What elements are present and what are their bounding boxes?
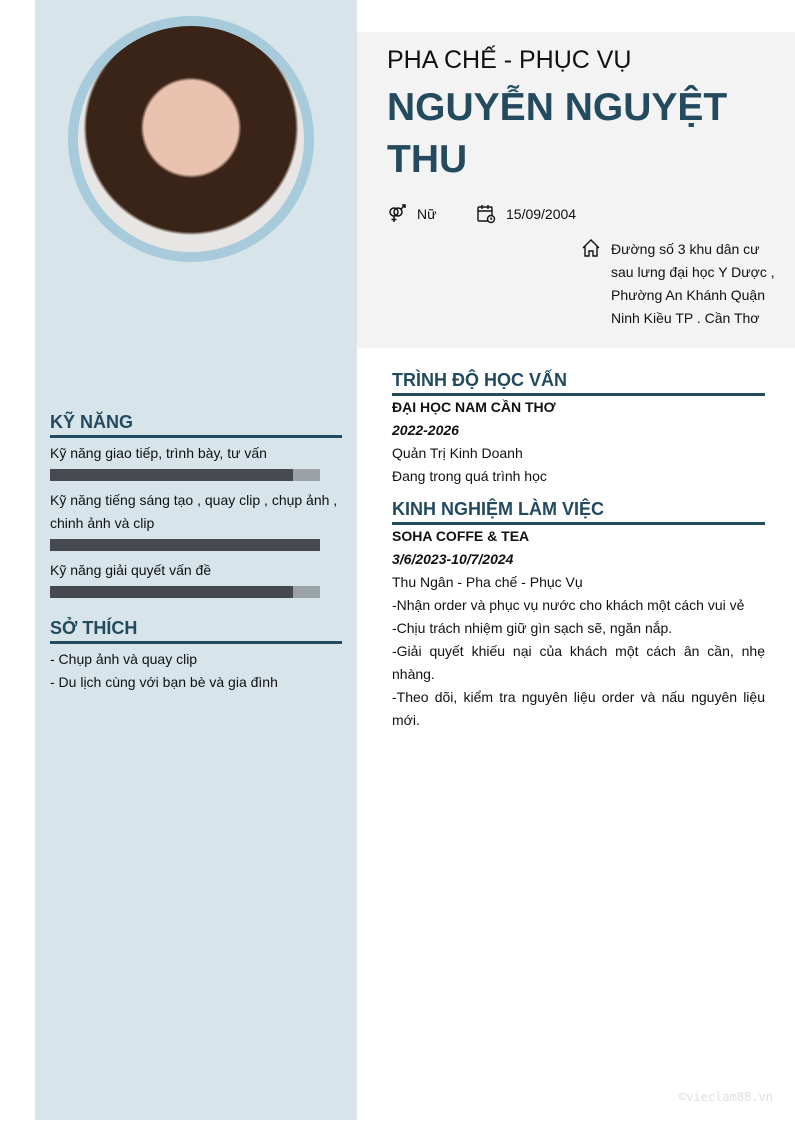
avatar-photo <box>78 26 304 252</box>
skill-bar-fill <box>50 539 320 551</box>
duty-item: -Theo dõi, kiểm tra nguyên liệu order và nấu nguyên liệu mới. <box>392 689 765 728</box>
birthdate-value: 15/09/2004 <box>506 206 577 222</box>
experience-position: Thu Ngân - Pha chế - Phục Vụ <box>392 574 583 590</box>
home-icon <box>581 238 601 258</box>
candidate-name: NGUYỄN NGUYỆT THU <box>387 86 728 181</box>
experience-section <box>392 499 765 732</box>
education-section <box>392 370 765 488</box>
skill-label: Kỹ năng tiếng sáng tạo , quay clip , chụp ảnh , chinh ảnh và clip <box>50 492 338 531</box>
skills-title: KỸ NĂNG <box>50 412 342 438</box>
education-status: Đang trong quá trình học <box>392 468 547 484</box>
hobby-item: - Chụp ảnh và quay clip <box>50 651 198 667</box>
school-name: ĐẠI HỌC NAM CẦN THƠ <box>392 399 556 415</box>
skill-bar-fill <box>50 469 293 481</box>
education-major: Quản Trị Kinh Doanh <box>392 445 523 461</box>
gender-value: Nữ <box>417 206 437 222</box>
hobbies-title: SỞ THÍCH <box>50 618 342 644</box>
company-name: SOHA COFFE & TEA <box>392 528 530 544</box>
hobbies-section <box>50 618 342 694</box>
skills-section <box>50 412 342 606</box>
skill-label: Kỹ năng giải quyết vấn đề <box>50 562 212 578</box>
avatar <box>68 16 314 262</box>
gender-info <box>387 204 436 224</box>
birthdate-info <box>476 204 576 224</box>
education-title: TRÌNH ĐỘ HỌC VẤN <box>392 370 765 396</box>
education-period: 2022-2026 <box>392 422 459 438</box>
duty-item: -Chịu trách nhiệm giữ gìn sạch sẽ, ngăn nắp. <box>392 620 673 636</box>
skill-bar <box>50 469 320 481</box>
address-value: Đường số 3 khu dân cư sau lưng đại học Y Dược , Phường An Khánh Quận Ninh Kiều TP . Cần Thơ <box>611 241 775 326</box>
experience-period: 3/6/2023-10/7/2024 <box>392 551 514 567</box>
watermark: ©vieclam88.vn <box>679 1090 773 1104</box>
hobby-item: - Du lịch cùng với bạn bè và gia đình <box>50 674 278 690</box>
skill-label: Kỹ năng giao tiếp, trình bày, tư vấn <box>50 445 267 461</box>
skill-bar-fill <box>50 586 293 598</box>
skill-bar <box>50 586 320 598</box>
gender-icon <box>387 204 407 224</box>
duty-item: -Giải quyết khiếu nại của khách một cách ân cần, nhẹ nhàng. <box>392 643 765 682</box>
experience-title: KINH NGHIỆM LÀM VIỆC <box>392 499 765 525</box>
duty-item: -Nhận order và phục vụ nước cho khách một cách vui vẻ <box>392 597 745 613</box>
job-title: PHA CHẾ - PHỤC VỤ <box>387 46 632 74</box>
profile-header <box>357 32 795 348</box>
skill-bar <box>50 539 320 551</box>
calendar-icon <box>476 204 496 224</box>
